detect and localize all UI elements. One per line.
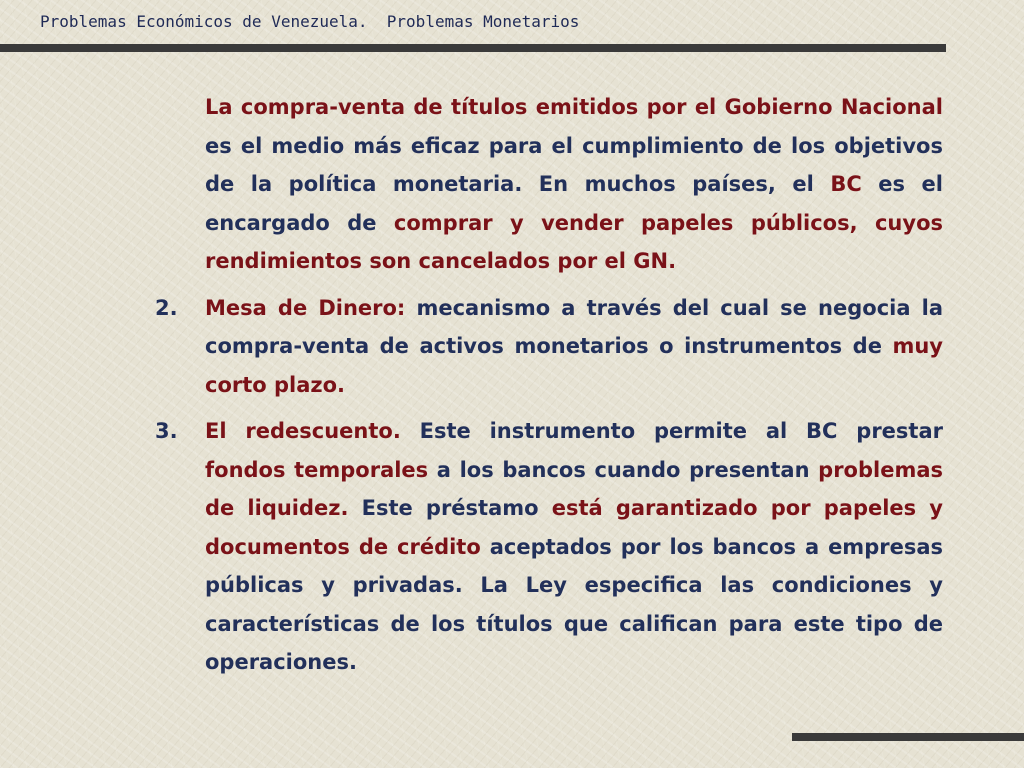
slide-header-title: Problemas Económicos de Venezuela. Problemas Monetarios (40, 12, 580, 31)
highlight-text: está garantizado por papeles y documentos de crédito (205, 496, 943, 559)
body-text: es el medio más eficaz para el cumplimiento de los objetivos de la política monetaria. En muchos países, el (205, 133, 943, 196)
highlight-text: problemas de liquidez. (205, 457, 944, 520)
header-divider (0, 44, 946, 52)
highlight-text: fondos temporales (205, 457, 429, 482)
body-text: es el encargado de (205, 172, 943, 235)
highlight-text: muy corto plazo. (205, 334, 943, 397)
body-text: a los bancos cuando presentan (428, 457, 819, 482)
paragraph-1 (155, 88, 943, 281)
list-item-3 (155, 412, 943, 682)
highlight-text: Mesa de Dinero: (205, 295, 406, 320)
list-number: 3. (155, 419, 178, 443)
slide-content (155, 88, 943, 690)
list-item-2-text (205, 289, 943, 405)
body-text: mecanismo a través del cual se negocia la compra-venta de activos monetarios o instrumentos de (205, 295, 943, 358)
list-item-3-text (205, 412, 943, 682)
body-text: Este préstamo (348, 496, 552, 520)
footer-divider (792, 733, 1024, 741)
highlight-text: La compra-venta de títulos emitidos por el Gobierno Nacional (205, 95, 943, 119)
highlight-text: comprar y vender papeles públicos, cuyos rendimientos son cancelados por el GN. (205, 210, 943, 273)
paragraph-1-text (205, 88, 943, 281)
list-number: 2. (155, 295, 178, 320)
body-text: Este instrumento permite al BC prestar (400, 419, 943, 443)
paragraph-1-indent (155, 88, 205, 281)
list-item-2 (155, 289, 943, 405)
highlight-text: El redescuento. (205, 419, 401, 443)
highlight-text: BC (830, 172, 862, 196)
body-text: aceptados por los bancos a empresas públicas y privadas. La Ley especifica las condiciones y características de los títulos que califican para este tipo de operaciones. (205, 534, 943, 674)
